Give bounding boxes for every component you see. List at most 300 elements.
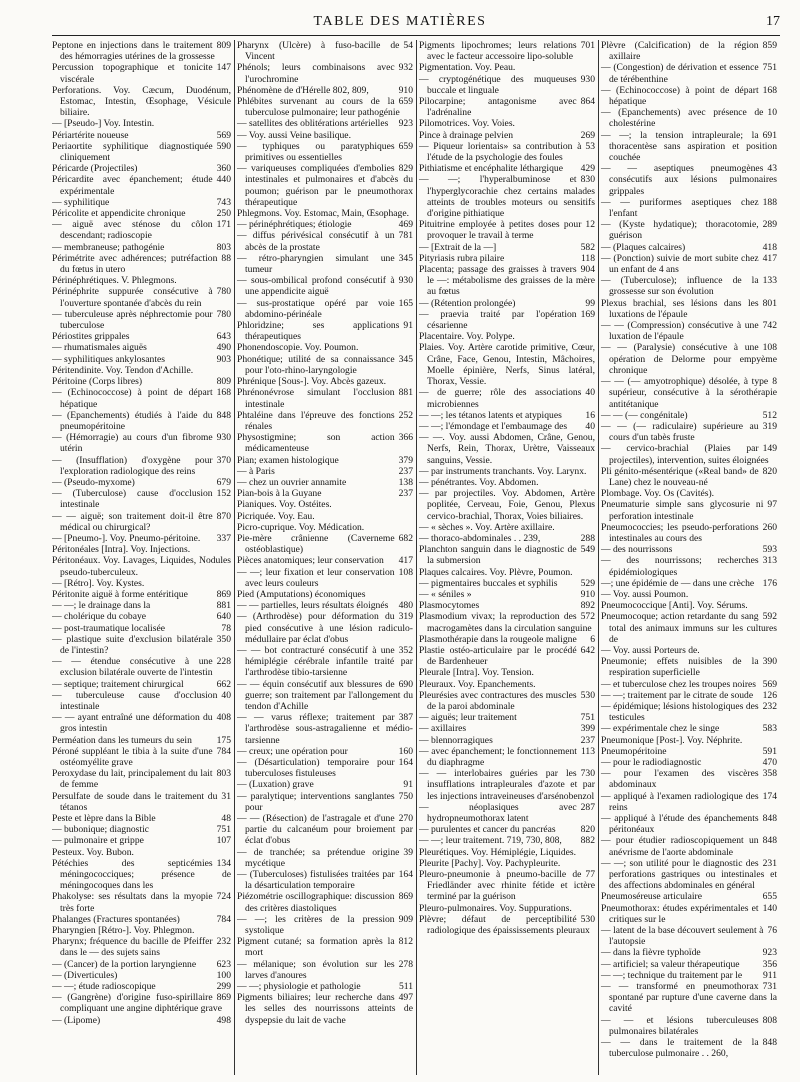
- entry-page-ref: 252: [395, 410, 413, 421]
- index-column: [52, 40, 234, 1075]
- index-entry: [237, 511, 413, 522]
- entry-page-ref: 882: [577, 835, 595, 846]
- entry-text: — syphilitique: [52, 196, 110, 208]
- index-entry: [52, 275, 231, 286]
- entry-page-ref: 126: [759, 690, 777, 701]
- entry-text: Pian; examen histologique: [237, 454, 339, 466]
- entry-page-ref: 742: [759, 320, 777, 331]
- index-entry: [237, 499, 413, 510]
- index-entry: [52, 387, 231, 409]
- index-entry: [52, 791, 231, 813]
- entry-text: Peroxydase du lait, principalement du lait de femme: [52, 768, 213, 791]
- entry-text: Peste et lèpre dans la Bible: [52, 813, 156, 825]
- entry-page-ref: 168: [213, 387, 231, 398]
- entry-page-ref: 165: [395, 298, 413, 309]
- entry-text: — paralytique; interventions sanglantes pour: [237, 790, 395, 813]
- entry-text: Plaies. Voy. Artère carotide primitive, Cœur, Crâne, Face, Genou, Intestin, Mâchoires, Moelle épinière, Nerfs, Sinus latéral, Thorax, Vessie.: [419, 342, 595, 388]
- entry-text: Pétéchies des septicémies méningococciques; présence de méningocoques dans les: [52, 857, 231, 892]
- entry-text: Péricarde (Projectiles): [52, 163, 138, 175]
- entry-page-ref: 623: [213, 959, 231, 970]
- entry-text: — (Kyste hydatique); thoracotomie, guérison: [601, 219, 759, 242]
- entry-page-ref: 352: [395, 645, 413, 656]
- entry-page-ref: 869: [213, 589, 231, 600]
- index-entry: [237, 141, 413, 163]
- index-entry: [601, 735, 777, 746]
- entry-text: — —; leur traitement. 719, 730, 808,: [419, 835, 562, 847]
- index-entry: [52, 174, 231, 196]
- entry-page-ref: 530: [577, 914, 595, 925]
- entry-text: Plèvre; défaut de perceptibilité radiologique des épaississements pleuraux: [419, 913, 590, 937]
- entry-text: Pleuraux. Voy. Epanchements.: [419, 678, 536, 690]
- entry-page-ref: 859: [759, 40, 777, 51]
- index-entry: [419, 589, 595, 600]
- entry-text: — —; l'hyperalbuminose et l'hyperglycorachie chez certains malades atteints de troubles moteurs ou sensitifs d'origine pithiatique: [419, 174, 595, 220]
- entry-text: — [Pneumo-]. Voy. Pneumo-péritoine.: [52, 532, 201, 544]
- index-entry: [237, 645, 413, 679]
- entry-page-ref: 232: [759, 701, 777, 712]
- index-entry: [52, 85, 231, 119]
- entry-text: Périnéphrétiques. V. Phlegmons.: [52, 275, 177, 287]
- entry-text: Pigments lipochromes; leurs relations avec le facteur accessoire lipo-soluble: [419, 40, 577, 63]
- entry-text: — par projectiles. Voy. Abdomen, Artère poplitée, Cerveau, Foie, Genou, Plexus cervico-brachial, Thorax, Voies biliaires.: [419, 488, 595, 522]
- entry-page-ref: 529: [577, 578, 595, 589]
- entry-text: Planchton sanguin dans le diagnostic de la submersion: [419, 544, 577, 567]
- index-entry: [237, 779, 413, 790]
- entry-text: — « séniles »: [419, 588, 472, 600]
- entry-text: — — (— congénitale): [601, 409, 688, 421]
- entry-page-ref: 812: [395, 936, 413, 947]
- entry-text: Pesteux. Voy. Bubon.: [52, 846, 134, 858]
- entry-page-ref: 228: [213, 656, 231, 667]
- entry-page-ref: 864: [577, 96, 595, 107]
- entry-text: — diffus périvésical consécutif à un abcès de la prostate: [237, 230, 395, 253]
- entry-page-ref: 287: [577, 802, 595, 813]
- index-entry: [237, 85, 413, 96]
- index-entry: [601, 813, 777, 835]
- index-entry: [601, 253, 777, 275]
- entry-text: — —; leur fixation et leur conservation avec leurs couleurs: [237, 566, 395, 589]
- entry-text: Péritonite aiguë à forme entéritique: [52, 588, 188, 600]
- entry-page-ref: 160: [395, 746, 413, 757]
- entry-text: — (Ponction) suivie de mort subite chez un enfant de 4 ans: [601, 252, 759, 276]
- entry-page-ref: 593: [759, 544, 777, 555]
- index-entry: [419, 835, 595, 846]
- entry-text: — — (— amyotrophique) désolée, à type supérieur, consécutive à la sérothérapie antitétanique: [601, 376, 777, 410]
- index-entry: [419, 712, 595, 723]
- entry-text: — appliqué à l'étude des épanchements péritonéaux: [601, 813, 759, 836]
- index-entry: [419, 141, 595, 163]
- index-entry: [237, 208, 413, 219]
- index-entry: [52, 410, 231, 432]
- entry-text: — syphilitiques ankylosantes: [52, 353, 165, 365]
- entry-text: — (Tuberculose); influence de la grossesse sur son évolution: [601, 275, 759, 298]
- index-entry: [52, 925, 231, 936]
- entry-page-ref: 43: [763, 163, 777, 174]
- entry-page-ref: 133: [759, 275, 777, 286]
- index-entry: [419, 903, 595, 914]
- entry-text: — —; traitement par le citrate de soude: [601, 689, 754, 701]
- entry-page-ref: 549: [577, 544, 595, 555]
- entry-text: — (Tuberculoses) fistulisées traitées par la désarticulation temporaire: [237, 869, 395, 892]
- index-entry: [419, 667, 595, 678]
- entry-text: Pied (Amputations) économiques: [237, 588, 366, 600]
- index-entry: [601, 578, 777, 589]
- entry-page-ref: 91: [399, 779, 413, 790]
- entry-text: — des nourrissons; recherches épidémiologiques: [601, 555, 759, 578]
- index-entry: [52, 936, 231, 958]
- index-entry: [237, 567, 413, 589]
- entry-page-ref: 848: [759, 813, 777, 824]
- index-entry: [52, 477, 231, 488]
- index-entry: [419, 74, 595, 96]
- entry-text: Péritendinite. Voy. Tendon d'Achille.: [52, 364, 194, 376]
- entry-text: — —. Voy. aussi Abdomen, Crâne, Genou, Nerfs, Rein, Thorax, Urètre, Vaisseaux sanguins, Vessie.: [419, 432, 595, 466]
- entry-text: — — transformé en pneumothorax spontané par rupture d'une caverne dans la cavité: [601, 981, 777, 1015]
- entry-text: — plastique suite d'exclusion bilatérale de l'intestin?: [52, 633, 213, 656]
- entry-page-ref: 319: [759, 421, 777, 432]
- entry-text: — —; les tétanos latents et atypiques: [419, 409, 562, 421]
- index-entry: [419, 746, 595, 768]
- entry-text: — —; étude radioscopique: [52, 981, 156, 993]
- index-entry: [601, 163, 777, 197]
- index-entry: [419, 309, 595, 331]
- entry-page-ref: 237: [577, 735, 595, 746]
- index-entry: [601, 981, 777, 1015]
- index-entry: [419, 477, 595, 488]
- entry-text: Phénols; leurs combinaisons avec l'urochromine: [237, 62, 395, 85]
- entry-page-ref: 808: [759, 1015, 777, 1026]
- index-entry: [601, 1037, 777, 1059]
- index-entry: [52, 578, 231, 589]
- index-entry: [237, 936, 413, 958]
- entry-text: Pie-mère crânienne (Caverneme ostéoblastique): [237, 532, 395, 556]
- entry-page-ref: 643: [213, 331, 231, 342]
- entry-text: — thoraco-abdominales . . 239,: [419, 532, 541, 544]
- index-entry: [419, 522, 595, 533]
- index-entry: [237, 466, 413, 477]
- entry-page-ref: 91: [399, 320, 413, 331]
- index-entry: [601, 107, 777, 129]
- entry-page-ref: 188: [759, 197, 777, 208]
- entry-text: — post-traumatique localisée: [52, 622, 165, 634]
- index-entry: [237, 533, 413, 555]
- entry-text: — — et lésions tuberculeuses pulmonaires bilatérales: [601, 1014, 759, 1037]
- entry-page-ref: 76: [763, 925, 777, 936]
- entry-text: — Voy. aussi Porteurs de.: [601, 644, 700, 656]
- entry-page-ref: 77: [581, 869, 595, 880]
- entry-page-ref: 904: [577, 264, 595, 275]
- entry-text: Perméation dans les tumeurs du sein: [52, 734, 192, 746]
- entry-text: — Piqueur lorientais» sa contribution à l'étude de la psychologie des foules: [419, 140, 582, 164]
- index-entry: [52, 365, 231, 376]
- index-entry: [52, 813, 231, 824]
- entry-page-ref: 6: [586, 634, 595, 645]
- index-entry: [601, 768, 777, 790]
- entry-text: — néoplasiques avec hydropneumothorax latent: [419, 801, 577, 825]
- entry-page-ref: 429: [577, 163, 595, 174]
- index-entry: [601, 589, 777, 600]
- entry-page-ref: 830: [577, 174, 595, 185]
- entry-page-ref: 870: [213, 511, 231, 522]
- entry-text: — —; l'émondage et l'embaumage des: [419, 420, 568, 432]
- index-entry: [601, 600, 777, 611]
- index-entry: [237, 679, 413, 713]
- entry-text: Plaques calcaires. Voy. Plèvre, Poumon.: [419, 566, 573, 578]
- entry-page-ref: 53: [581, 141, 595, 152]
- entry-page-ref: 497: [395, 992, 413, 1003]
- entry-page-ref: 923: [759, 947, 777, 958]
- index-entry: [601, 499, 777, 521]
- index-entry: [52, 746, 231, 768]
- entry-text: — (Tuberculose) cause d'occlusion intestinale: [52, 488, 213, 511]
- entry-text: Perforations. Voy. Cæcum, Duodénum, Estomac, Intestin, Œsophage, Vésicule biliaire.: [52, 84, 231, 119]
- entry-page-ref: 270: [395, 813, 413, 824]
- index-entry: [237, 992, 413, 1026]
- entry-text: — creux; une opération pour: [237, 745, 348, 757]
- index-entry: [419, 645, 595, 667]
- entry-text: Pian-bois à la Guyane: [237, 488, 322, 500]
- entry-text: — Voy. aussi Veine basilique.: [237, 129, 351, 141]
- entry-page-ref: 337: [213, 533, 231, 544]
- index-entry: [419, 544, 595, 566]
- index-entry: [52, 981, 231, 992]
- entry-page-ref: 31: [217, 791, 231, 802]
- entry-text: Piézométrie oscillographique: discussion des critères diastoliques: [237, 891, 395, 914]
- index-entry: [237, 891, 413, 913]
- index-entry: [419, 410, 595, 421]
- entry-text: Pilocarpine; antagonisme avec l'adrénaline: [419, 96, 577, 119]
- entry-text: — praevia traité par l'opération césarienne: [419, 308, 577, 332]
- entry-text: Pli génito-mésentérique («Real band» de Lane) chez le nouveau-né: [601, 465, 759, 488]
- index-entry: [237, 275, 413, 297]
- index-entry: [419, 847, 595, 858]
- entry-page-ref: 108: [395, 567, 413, 578]
- entry-text: — [Pseudo-] Voy. Intestin.: [52, 118, 155, 130]
- index-entry: [601, 690, 777, 701]
- index-entry: [52, 342, 231, 353]
- index-entry: [237, 600, 413, 611]
- entry-page-ref: 108: [759, 342, 777, 353]
- entry-text: Pigment cutané; sa formation après la mort: [237, 936, 395, 959]
- entry-text: Péricardite avec épanchement; étude expérimentale: [52, 174, 213, 197]
- entry-page-ref: 679: [213, 477, 231, 488]
- entry-page-ref: 512: [759, 410, 777, 421]
- entry-page-ref: 801: [759, 298, 777, 309]
- entry-text: Périmétrite avec adhérences; putréfaction du fœtus in utero: [52, 252, 218, 276]
- index-entry: [52, 589, 231, 600]
- entry-text: Pince à drainage pelvien: [419, 129, 514, 141]
- entry-page-ref: 231: [759, 858, 777, 869]
- entry-text: Pneumococcique [Anti]. Voy. Sérums.: [601, 600, 748, 612]
- entry-page-ref: 138: [395, 477, 413, 488]
- entry-text: — sous-ombilical profond consécutif à une appendicite aiguë: [237, 275, 395, 298]
- index-entry: [52, 309, 231, 331]
- entry-text: — cholérique du cobaye: [52, 611, 147, 623]
- entry-page-ref: 8: [768, 376, 777, 387]
- entry-text: — —; technique du traitement par le: [601, 969, 743, 981]
- entry-text: — avec épanchement; le fonctionnement du diaphragme: [419, 745, 577, 768]
- index-entry: [419, 387, 595, 409]
- entry-text: — (Pseudo-myxome): [52, 476, 135, 488]
- index-entry: [419, 634, 595, 645]
- index-entry: [419, 40, 595, 62]
- index-entry: [601, 466, 777, 488]
- index-entry: [52, 242, 231, 253]
- index-entry: [601, 219, 777, 241]
- entry-page-ref: 399: [577, 723, 595, 734]
- entry-page-ref: 569: [759, 679, 777, 690]
- entry-page-ref: 923: [395, 118, 413, 129]
- entry-text: Plombage. Voy. Os (Cavités).: [601, 488, 715, 500]
- entry-text: Pneumaturie simple sans glycosurie ni perforation intestinale: [601, 499, 764, 522]
- index-entry: [237, 118, 413, 129]
- index-entry: [601, 62, 777, 84]
- entry-page-ref: 232: [213, 936, 231, 947]
- entry-page-ref: 417: [395, 555, 413, 566]
- entry-text: Plasmocytomes: [419, 600, 480, 612]
- entry-page-ref: 809: [213, 376, 231, 387]
- entry-text: — (Congestion) de dérivation et essence de térébenthine: [601, 62, 759, 85]
- index-entry: [601, 947, 777, 958]
- entry-page-ref: 662: [213, 679, 231, 690]
- entry-page-ref: 88: [217, 253, 231, 264]
- entry-page-ref: 250: [213, 208, 231, 219]
- entry-page-ref: 350: [213, 634, 231, 645]
- entry-text: — Voy. aussi Poumon.: [601, 588, 689, 600]
- entry-page-ref: 176: [759, 578, 777, 589]
- index-entry: [601, 242, 777, 253]
- entry-text: — (Gangrène) d'origine fuso-spirillaire compliquant une angine diphtérique grave: [52, 992, 222, 1015]
- index-entry: [52, 970, 231, 981]
- entry-text: — rétro-pharyngien simulant une tumeur: [237, 252, 395, 276]
- entry-text: Pneumothorax: études expérimentales et critiques sur le: [601, 902, 759, 925]
- entry-page-ref: 592: [759, 611, 777, 622]
- index-column: [416, 40, 598, 1075]
- entry-page-ref: 591: [759, 746, 777, 757]
- index-entry: [601, 858, 777, 892]
- entry-page-ref: 803: [213, 242, 231, 253]
- entry-page-ref: 147: [213, 62, 231, 73]
- index-entry: [419, 600, 595, 611]
- entry-page-ref: 97: [763, 499, 777, 510]
- entry-text: Pleurale [Intra]. Voy. Tension.: [419, 667, 534, 679]
- entry-text: — pulmonaire et grippe: [52, 835, 144, 847]
- entry-page-ref: 751: [759, 62, 777, 73]
- entry-page-ref: 848: [759, 1037, 777, 1048]
- entry-text: — aiguë avec sténose du côlon descendant; radioscopie: [52, 219, 213, 242]
- index-entry: [601, 488, 777, 499]
- entry-text: — artificiel; sa valeur thérapeutique: [601, 958, 740, 970]
- index-entry: [419, 567, 595, 578]
- index-entry: [419, 264, 595, 298]
- entry-page-ref: 366: [395, 432, 413, 443]
- index-entry: [237, 746, 413, 757]
- entry-text: — — (Résection) de l'astragale et d'une partie du calcanéum pour broiement par éclat d'obus: [237, 813, 413, 847]
- index-entry: [601, 275, 777, 297]
- entry-text: Pleuro-pulmonaires. Voy. Suppurations.: [419, 902, 572, 914]
- entry-page-ref: 480: [395, 600, 413, 611]
- index-entry: [419, 163, 595, 174]
- entry-page-ref: 12: [581, 219, 595, 230]
- entry-page-ref: 175: [213, 735, 231, 746]
- entry-text: Phonendoscopie. Voy. Poumon.: [237, 342, 359, 354]
- index-entry: [52, 376, 231, 387]
- page-number: 17: [766, 14, 780, 29]
- header-rule: [52, 35, 780, 36]
- entry-text: — expérimentale chez le singe: [601, 723, 720, 735]
- index-entry: [419, 219, 595, 241]
- entry-text: — [Extrait de la —]: [419, 241, 497, 253]
- index-entry: [52, 623, 231, 634]
- index-entry: [237, 455, 413, 466]
- entry-page-ref: 408: [213, 712, 231, 723]
- entry-page-ref: 40: [581, 387, 595, 398]
- entry-text: — (Luxation) grave: [237, 779, 314, 791]
- index-entry: [601, 701, 777, 723]
- running-title: TABLE DES MATIÈRES: [313, 14, 487, 29]
- entry-page-ref: 118: [577, 253, 595, 264]
- index-entry: [419, 242, 595, 253]
- entry-page-ref: 659: [395, 96, 413, 107]
- index-entry: [52, 197, 231, 208]
- index-entry: [419, 735, 595, 746]
- index-entry: [419, 432, 595, 466]
- index-entry: [419, 578, 595, 589]
- entry-text: — — équin consécutif aux blessures de guerre; son traitement par l'allongement du tendon d'Achille: [237, 678, 413, 712]
- entry-text: — (Epanchements) avec présence de cholestérine: [601, 107, 764, 130]
- entry-text: — — étendue consécutive à une exclusion bilatérale ouverte de l'intestin: [52, 656, 213, 679]
- entry-text: — pigmentaires buccales et syphilis: [419, 577, 558, 589]
- entry-text: Péritonéales [Intra]. Voy. Injections.: [52, 544, 191, 556]
- entry-text: — — aiguë; son traitement doit-il être médical ou chirurgical?: [52, 510, 213, 533]
- index-entry: [52, 455, 231, 477]
- index-entry: [237, 253, 413, 275]
- index-entry: [237, 298, 413, 320]
- entry-text: Plèvre (Calcification) de la région axillaire: [601, 40, 759, 63]
- entry-text: Physostigmine; son action médicamenteuse: [237, 432, 395, 455]
- entry-text: Pianiques. Voy. Ostéites.: [237, 499, 332, 511]
- index-entry: [419, 690, 595, 712]
- entry-text: Picriquée. Voy. Eau.: [237, 510, 315, 522]
- entry-text: — — bot contracturé consécutif à une hémiplégie cérébrale infantile traité par l'arthrodèse tibio-tarsienne: [237, 644, 413, 679]
- index-entry: [237, 847, 413, 869]
- entry-text: — « sèches ». Voy. Artère axillaire.: [419, 521, 555, 533]
- entry-page-ref: 780: [213, 286, 231, 297]
- entry-page-ref: 583: [759, 723, 777, 734]
- entry-text: Pneumoséreuse articulaire: [601, 891, 702, 903]
- index-entry: [237, 488, 413, 499]
- index-entry: [52, 914, 231, 925]
- index-entry: [52, 679, 231, 690]
- entry-text: — par instruments tranchants. Voy. Larynx.: [419, 465, 587, 477]
- index-entry: [419, 768, 595, 802]
- index-entry: [419, 611, 595, 633]
- entry-text: — (Plaques calcaires): [601, 241, 686, 253]
- entry-page-ref: 932: [395, 62, 413, 73]
- entry-page-ref: 417: [759, 253, 777, 264]
- entry-page-ref: 48: [217, 813, 231, 824]
- entry-text: Persulfate de soude dans le traitement du tétanos: [52, 790, 218, 813]
- entry-text: Péritoine (Corps libres): [52, 376, 143, 388]
- entry-text: — périnéphrétiques; étiologie: [237, 219, 352, 231]
- entry-page-ref: 848: [213, 410, 231, 421]
- index-entry: [237, 40, 413, 62]
- index-entry: [52, 130, 231, 141]
- index-column: [234, 40, 416, 1075]
- entry-page-ref: 910: [577, 589, 595, 600]
- index-entry: [419, 118, 595, 129]
- index-entry: [237, 522, 413, 533]
